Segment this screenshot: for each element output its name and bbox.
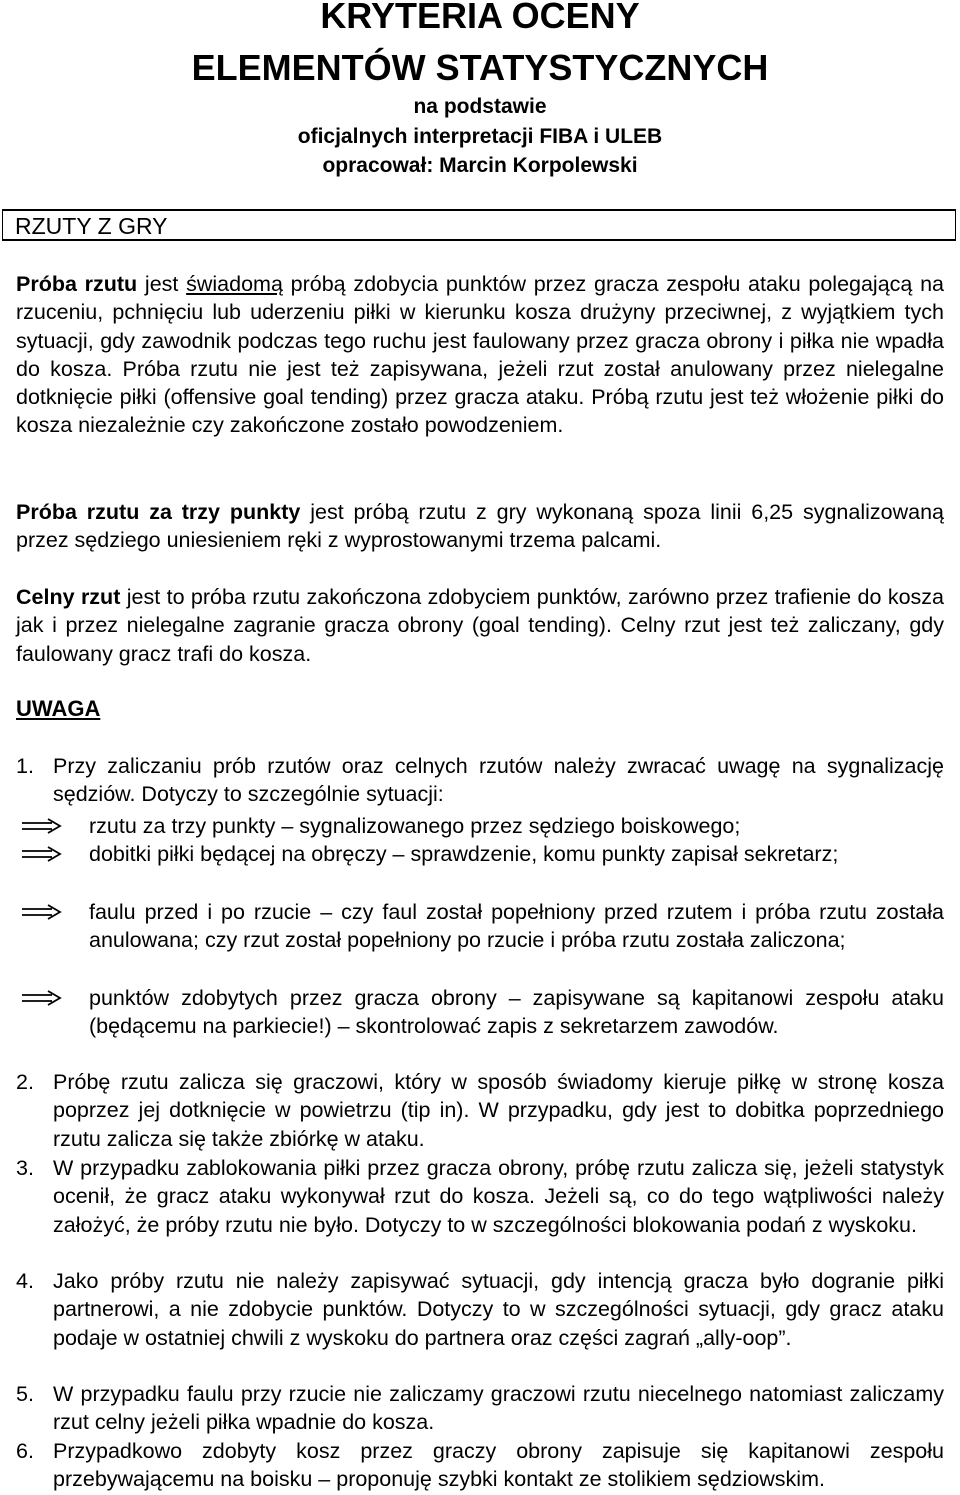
list-item <box>16 1068 944 1153</box>
list-item-text: W przypadku faulu przy rzucie nie zaliczamy graczowi rzutu niecelnego natomiast zaliczamy rzut celny jeżeli piłka wpadnie do kosza. <box>53 1382 944 1435</box>
list-item-number: 6. <box>16 1439 34 1463</box>
double-arrow-right-icon <box>20 898 70 920</box>
underlined-word: świadomą <box>186 272 283 296</box>
subtitle-line1: na podstawie <box>413 95 547 118</box>
list-item <box>16 1437 944 1494</box>
paragraph-text: próbą zdobycia punktów przez gracza zespołu ataku polegającą na rzuceniu, pchnięciu lub uderzeniu piłki w kierunku kosza drużyny przeciwnej, z wyjątkiem tych sytuacji, gdy zawodnik podczas tego ruchu jest faulowany przez gracza obrony i piłka nie wpadła do kosza. Próba rzutu nie jest też zapisywana, jeżeli rzut został anulowany przez nielegalne dotknięcie piłki (offensive goal tending) przez gracza ataku. Próbą rzutu jest też włożenie piłki do kosza niezależnie czy zakończone zostało powodzeniem. <box>16 272 945 438</box>
notes-heading: UWAGA <box>16 696 101 721</box>
list-item-text: Przy zaliczaniu prób rzutów oraz celnych rzutów należy zwracać uwagę na sygnalizację sędziów. Dotyczy to szczególnie sytuacji: <box>53 754 944 807</box>
term-shot-attempt: Próba rzutu <box>16 272 138 296</box>
bullet-text: faulu przed i po rzucie – czy faul został popełniony przed rzutem i próba rzutu została anulowana; czy rzut został popełniony po rzucie i próba rzutu została zaliczona; <box>89 900 944 953</box>
bullet-text: dobitki piłki będącej na obręczy – sprawdzenie, komu punkty zapisał sekretarz; <box>89 842 839 866</box>
double-arrow-right-icon <box>20 984 70 1006</box>
paragraph-text: jest to próba rzutu zakończona zdobyciem punktów, zarówno przez trafienie do kosza jak i przez nielegalne zagranie gracza obrony (goal tending). Celny rzut jest też zaliczany, gdy faulowany gracz trafi do kosza. <box>16 585 945 666</box>
paragraph-three-point-attempt <box>16 498 944 555</box>
bullet-item <box>16 840 944 868</box>
list-item-text: Przypadkowo zdobyty kosz przez graczy obrony zapisuje się kapitanowi zespołu przebywającemu na boisku – proponuję szybki kontakt ze stolikiem sędziowskim. <box>53 1439 944 1492</box>
list-item-number: 4. <box>16 1269 34 1293</box>
document-title-line2: ELEMENTÓW STATYSTYCZNYCH <box>191 47 769 88</box>
bullet-text: punktów zdobytych przez gracza obrony – zapisywane są kapitanowi zespołu ataku (będącemu na parkiecie!) – skontrolować zapis z sekretarzem zawodów. <box>89 986 944 1039</box>
list-item-text: W przypadku zablokowania piłki przez gracza obrony, próbę rzutu zalicza się, jeżeli statystyk ocenił, że gracz ataku wykonywał rzut do kosza. Jeżeli są, co do tego wątpliwości należy założyć, że próby rzutu nie było. Dotyczy to w szczególności blokowania podań z wyskoku. <box>53 1156 944 1237</box>
bullet-text: rzutu za trzy punkty – sygnalizowanego przez sędziego boiskowego; <box>89 814 741 838</box>
list-item <box>16 1154 944 1239</box>
double-arrow-right-icon <box>20 812 70 834</box>
author-line: opracował: Marcin Korpolewski <box>322 154 638 177</box>
list-item-number: 3. <box>16 1156 34 1180</box>
list-item-number: 2. <box>16 1070 34 1094</box>
bullet-item <box>16 898 944 955</box>
list-item <box>16 1380 944 1437</box>
list-item <box>16 752 944 809</box>
section-heading-box <box>2 209 956 241</box>
subtitle-line2: oficjalnych interpretacji FIBA i ULEB <box>297 125 663 148</box>
double-arrow-right-icon <box>20 840 70 862</box>
list-item-number: 5. <box>16 1382 34 1406</box>
list-item-number: 1. <box>16 754 34 778</box>
section-heading: RZUTY Z GRY <box>15 213 168 239</box>
term-made-shot: Celny rzut <box>16 585 121 609</box>
term-three-point-attempt: Próba rzutu za trzy punkty <box>16 500 301 524</box>
paragraph-text: jest <box>137 272 187 296</box>
paragraph-text: jest próbą rzutu z gry wykonaną spoza linii 6,25 sygnalizowaną przez sędziego uniesieniem ręki z wyprostowanymi trzema palcami. <box>16 500 944 553</box>
bullet-item <box>16 812 944 840</box>
bullet-item <box>16 984 944 1041</box>
paragraph-shot-attempt <box>16 270 944 440</box>
paragraph-made-shot <box>16 583 944 668</box>
list-item-text: Próbę rzutu zalicza się graczowi, który w sposób świadomy kieruje piłkę w stronę kosza poprzez jej dotknięcie w powietrzu (tip in). W przypadku, gdy jest to dobitka poprzedniego rzutu zalicza się także zbiórkę w ataku. <box>53 1070 944 1151</box>
list-item-text: Jako próby rzutu nie należy zapisywać sytuacji, gdy intencją gracza było dogranie piłki partnerowi, a nie zdobycie punktów. Dotyczy to w szczególności sytuacji, gdy gracz ataku podaje w ostatniej chwili z wyskoku do partnera oraz części zagrań „ally-oop”. <box>53 1269 944 1350</box>
document-title-line1: KRYTERIA OCENY <box>320 0 640 36</box>
list-item <box>16 1267 944 1352</box>
